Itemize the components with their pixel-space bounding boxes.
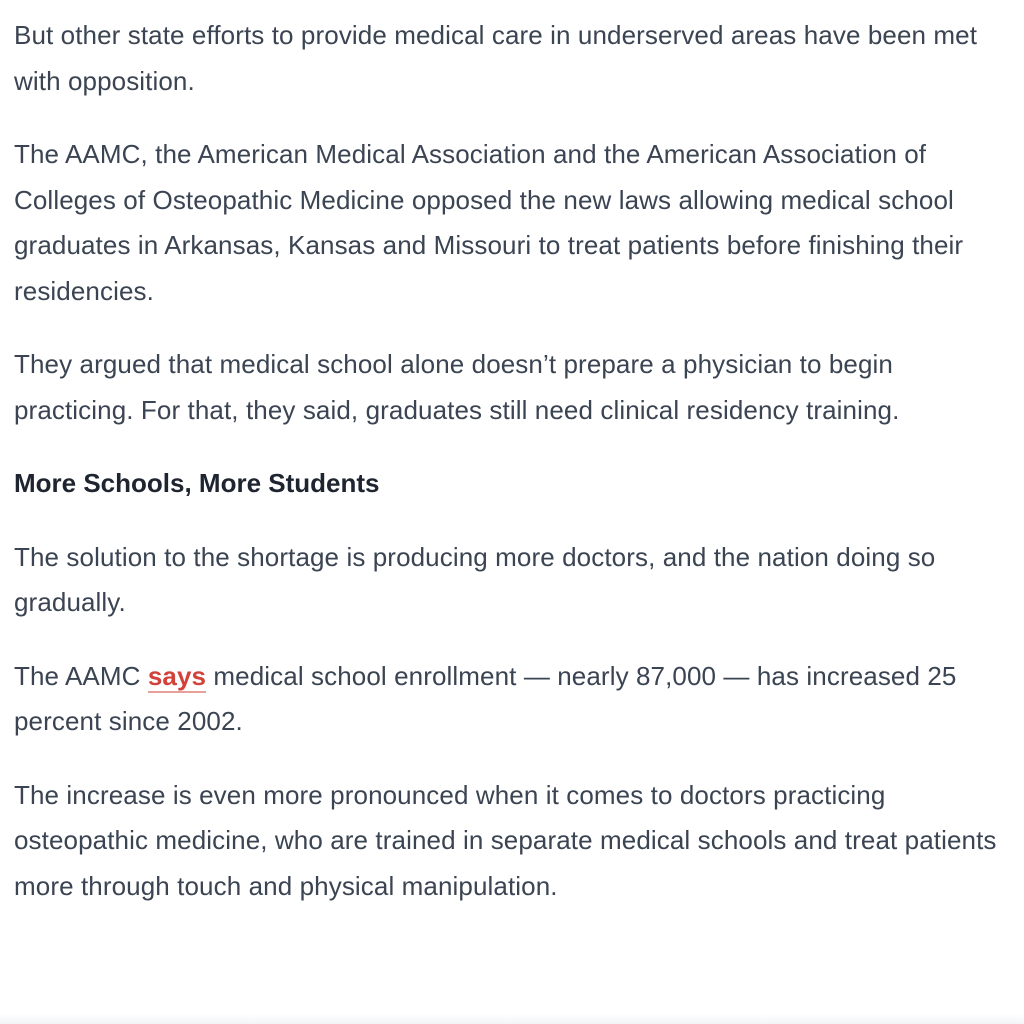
paragraph-osteopathic: The increase is even more pronounced when it comes to doctors practicing osteopathic medicine, who are trained in separate medical schools and treat patients more through touch and physical manipulation. [14, 779, 997, 901]
paragraph-opposition: But other state efforts to provide medical care in underserved areas have been met with opposition. [14, 20, 978, 96]
enrollment-text-after: medical school enrollment — nearly 87,000 — has increased 25 percent since 2002. [14, 660, 957, 736]
says-link[interactable]: says [147, 660, 207, 691]
article-body [14, 13, 1004, 937]
section-subheading: More Schools, More Students [14, 468, 380, 498]
paragraph-enrollment [14, 654, 1004, 745]
enrollment-text-before: The AAMC [14, 660, 148, 691]
paragraph-argument: They argued that medical school alone doesn’t prepare a physician to begin practicing. For that, they said, graduates still need clinical residency training. [14, 349, 900, 425]
paragraph-solution: The solution to the shortage is producing more doctors, and the nation doing so gradually. [14, 541, 936, 617]
bottom-fade [0, 1014, 1024, 1024]
paragraph-associations: The AAMC, the American Medical Association and the American Association of Colleges of Osteopathic Medicine opposed the new laws allowing medical school graduates in Arkansas, Kansas and Missouri to treat patients before finishing their residencies. [14, 139, 964, 306]
